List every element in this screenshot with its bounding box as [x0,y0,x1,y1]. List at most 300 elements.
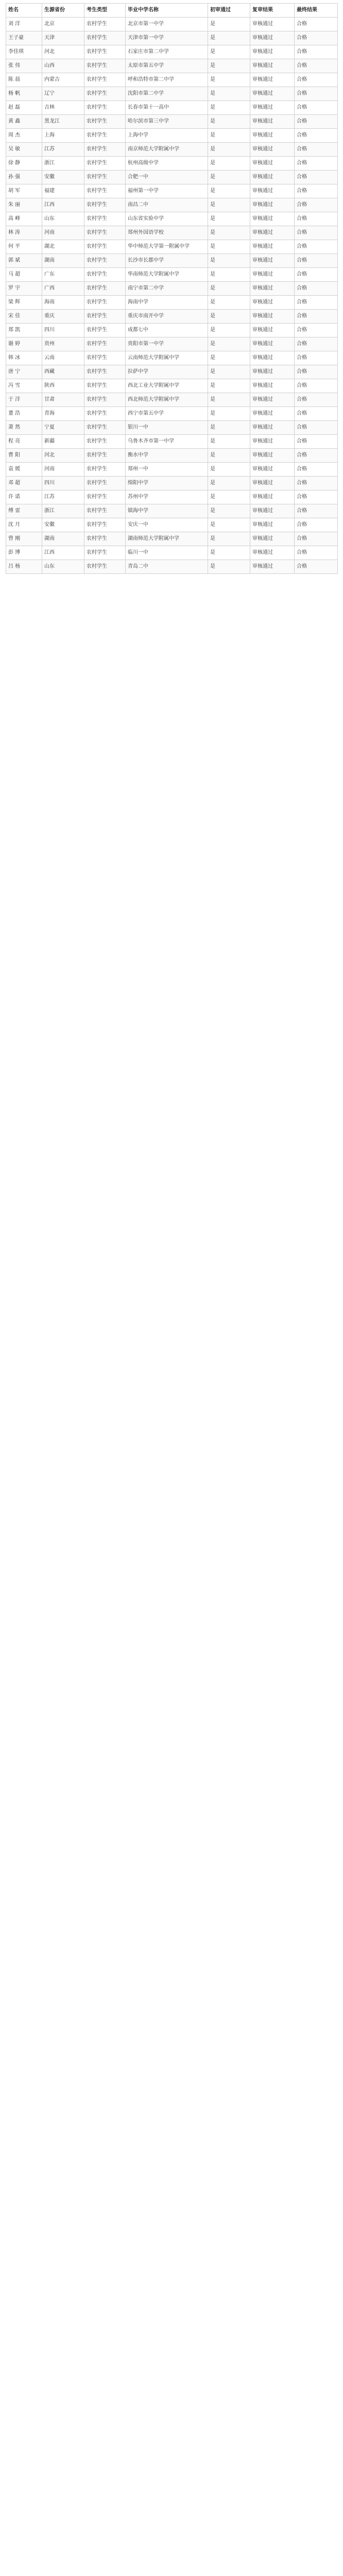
table-row [6,477,338,490]
type-cell: 农村学生 [84,407,126,421]
first-review-cell: 是 [208,532,250,546]
name-cell: 郑 凯 [6,324,42,337]
header-row [6,4,338,18]
name-cell: 孙 强 [6,171,42,184]
province-cell: 内蒙古 [42,73,84,87]
second-review-cell: 审核通过 [250,254,295,268]
second-review-cell: 审核通过 [250,351,295,365]
province-cell: 安徽 [42,518,84,532]
name-cell: 沈 月 [6,518,42,532]
table-row [6,157,338,171]
final-result-cell: 合格 [295,226,338,240]
type-cell: 农村学生 [84,477,126,490]
second-review-cell: 审核通过 [250,101,295,115]
second-review-cell: 审核通过 [250,18,295,31]
name-cell: 宋 佳 [6,310,42,324]
first-review-cell: 是 [208,184,250,198]
school-cell: 石家庄市第二中学 [126,45,208,59]
name-cell: 谢 婷 [6,337,42,351]
first-review-cell: 是 [208,18,250,31]
final-result-cell: 合格 [295,393,338,407]
school-cell: 青岛二中 [126,560,208,574]
first-review-cell: 是 [208,407,250,421]
school-cell: 拉萨中学 [126,365,208,379]
second-review-cell: 审核通过 [250,310,295,324]
final-result-cell: 合格 [295,324,338,337]
school-cell: 西北师范大学附属中学 [126,393,208,407]
table-row [6,226,338,240]
name-cell: 程 亮 [6,435,42,449]
school-cell: 绵阳中学 [126,477,208,490]
school-cell: 华南师范大学附属中学 [126,268,208,282]
final-result-cell: 合格 [295,45,338,59]
name-cell: 李佳琪 [6,45,42,59]
first-review-cell: 是 [208,490,250,504]
first-review-cell: 是 [208,212,250,226]
second-review-cell: 审核通过 [250,226,295,240]
type-cell: 农村学生 [84,560,126,574]
school-cell: 哈尔滨市第三中学 [126,115,208,129]
second-review-cell: 审核通过 [250,324,295,337]
type-cell: 农村学生 [84,157,126,171]
type-cell: 农村学生 [84,73,126,87]
second-review-cell: 审核通过 [250,435,295,449]
province-cell: 宁夏 [42,421,84,435]
second-review-cell: 审核通过 [250,504,295,518]
first-review-cell: 是 [208,59,250,73]
province-cell: 广西 [42,282,84,296]
school-cell: 太原市第五中学 [126,59,208,73]
name-cell: 高 峰 [6,212,42,226]
second-review-cell: 审核通过 [250,518,295,532]
second-review-cell: 审核通过 [250,45,295,59]
table-row [6,490,338,504]
first-review-cell: 是 [208,226,250,240]
province-cell: 陕西 [42,379,84,393]
name-cell: 杨 帆 [6,87,42,101]
first-review-cell: 是 [208,504,250,518]
first-review-cell: 是 [208,477,250,490]
header-province: 生源省份 [42,4,84,18]
school-cell: 长沙市长郡中学 [126,254,208,268]
first-review-cell: 是 [208,171,250,184]
province-cell: 贵州 [42,337,84,351]
table-body [6,18,338,574]
final-result-cell: 合格 [295,254,338,268]
school-cell: 山东省实验中学 [126,212,208,226]
header-school: 毕业中学名称 [126,4,208,18]
name-cell: 许 诺 [6,490,42,504]
first-review-cell: 是 [208,268,250,282]
final-result-cell: 合格 [295,184,338,198]
final-result-cell: 合格 [295,310,338,324]
first-review-cell: 是 [208,546,250,560]
second-review-cell: 审核通过 [250,560,295,574]
province-cell: 西藏 [42,365,84,379]
table-header [6,4,338,18]
final-result-cell: 合格 [295,546,338,560]
second-review-cell: 审核通过 [250,393,295,407]
school-cell: 海南中学 [126,296,208,310]
type-cell: 农村学生 [84,59,126,73]
name-cell: 罗 宇 [6,282,42,296]
school-cell: 南昌二中 [126,198,208,212]
type-cell: 农村学生 [84,171,126,184]
final-result-cell: 合格 [295,449,338,463]
province-cell: 上海 [42,129,84,143]
table-row [6,393,338,407]
first-review-cell: 是 [208,463,250,477]
second-review-cell: 审核通过 [250,379,295,393]
province-cell: 河北 [42,45,84,59]
type-cell: 农村学生 [84,490,126,504]
name-cell: 曹 阳 [6,449,42,463]
second-review-cell: 审核通过 [250,157,295,171]
school-cell: 上海中学 [126,129,208,143]
table-row [6,421,338,435]
name-cell: 林 涛 [6,226,42,240]
name-cell: 董 浩 [6,407,42,421]
type-cell: 农村学生 [84,87,126,101]
name-cell: 陈 晨 [6,73,42,87]
table-row [6,31,338,45]
first-review-cell: 是 [208,560,250,574]
school-cell: 南宁市第二中学 [126,282,208,296]
second-review-cell: 审核通过 [250,337,295,351]
second-review-cell: 审核通过 [250,282,295,296]
second-review-cell: 审核通过 [250,184,295,198]
first-review-cell: 是 [208,282,250,296]
first-review-cell: 是 [208,101,250,115]
final-result-cell: 合格 [295,31,338,45]
province-cell: 安徽 [42,171,84,184]
name-cell: 何 平 [6,240,42,254]
header-second-review: 复审结果 [250,4,295,18]
final-result-cell: 合格 [295,157,338,171]
first-review-cell: 是 [208,351,250,365]
final-result-cell: 合格 [295,171,338,184]
second-review-cell: 审核通过 [250,546,295,560]
first-review-cell: 是 [208,143,250,157]
province-cell: 浙江 [42,504,84,518]
province-cell: 广东 [42,268,84,282]
type-cell: 农村学生 [84,310,126,324]
type-cell: 农村学生 [84,143,126,157]
school-cell: 天津市第一中学 [126,31,208,45]
table-row [6,115,338,129]
table-row [6,546,338,560]
second-review-cell: 审核通过 [250,421,295,435]
type-cell: 农村学生 [84,365,126,379]
name-cell: 曾 刚 [6,532,42,546]
school-cell: 华中师范大学第一附属中学 [126,240,208,254]
type-cell: 农村学生 [84,254,126,268]
school-cell: 重庆市南开中学 [126,310,208,324]
school-cell: 云南师范大学附属中学 [126,351,208,365]
type-cell: 农村学生 [84,129,126,143]
final-result-cell: 合格 [295,518,338,532]
province-cell: 四川 [42,324,84,337]
province-cell: 江苏 [42,143,84,157]
first-review-cell: 是 [208,254,250,268]
table-row [6,351,338,365]
second-review-cell: 审核通过 [250,87,295,101]
final-result-cell: 合格 [295,101,338,115]
table-row [6,45,338,59]
type-cell: 农村学生 [84,463,126,477]
province-cell: 北京 [42,18,84,31]
first-review-cell: 是 [208,296,250,310]
table-row [6,324,338,337]
type-cell: 农村学生 [84,351,126,365]
name-cell: 吕 杨 [6,560,42,574]
name-cell: 王子豪 [6,31,42,45]
second-review-cell: 审核通过 [250,449,295,463]
table-row [6,532,338,546]
final-result-cell: 合格 [295,532,338,546]
province-cell: 河南 [42,463,84,477]
name-cell: 刘 洋 [6,18,42,31]
type-cell: 农村学生 [84,45,126,59]
first-review-cell: 是 [208,435,250,449]
final-result-cell: 合格 [295,504,338,518]
table-row [6,73,338,87]
province-cell: 新疆 [42,435,84,449]
final-result-cell: 合格 [295,115,338,129]
first-review-cell: 是 [208,449,250,463]
name-cell: 周 杰 [6,129,42,143]
second-review-cell: 审核通过 [250,407,295,421]
table-row [6,504,338,518]
final-result-cell: 合格 [295,379,338,393]
school-cell: 成都七中 [126,324,208,337]
type-cell: 农村学生 [84,296,126,310]
school-cell: 银川一中 [126,421,208,435]
table-row [6,59,338,73]
name-cell: 黄 鑫 [6,115,42,129]
final-result-cell: 合格 [295,240,338,254]
type-cell: 农村学生 [84,115,126,129]
school-cell: 镇海中学 [126,504,208,518]
final-result-cell: 合格 [295,73,338,87]
final-result-cell: 合格 [295,560,338,574]
type-cell: 农村学生 [84,240,126,254]
second-review-cell: 审核通过 [250,365,295,379]
final-result-cell: 合格 [295,337,338,351]
name-cell: 傅 雷 [6,504,42,518]
name-cell: 韩 冰 [6,351,42,365]
table-row [6,240,338,254]
final-result-cell: 合格 [295,421,338,435]
name-cell: 胡 军 [6,184,42,198]
type-cell: 农村学生 [84,449,126,463]
school-cell: 临川一中 [126,546,208,560]
first-review-cell: 是 [208,129,250,143]
type-cell: 农村学生 [84,282,126,296]
final-result-cell: 合格 [295,435,338,449]
final-result-cell: 合格 [295,143,338,157]
table-row [6,87,338,101]
type-cell: 农村学生 [84,379,126,393]
province-cell: 浙江 [42,157,84,171]
school-cell: 乌鲁木齐市第一中学 [126,435,208,449]
type-cell: 农村学生 [84,18,126,31]
school-cell: 湖南师范大学附属中学 [126,532,208,546]
school-cell: 苏州中学 [126,490,208,504]
type-cell: 农村学生 [84,184,126,198]
first-review-cell: 是 [208,87,250,101]
name-cell: 徐 静 [6,157,42,171]
type-cell: 农村学生 [84,324,126,337]
type-cell: 农村学生 [84,393,126,407]
name-cell: 萧 然 [6,421,42,435]
province-cell: 福建 [42,184,84,198]
final-result-cell: 合格 [295,463,338,477]
first-review-cell: 是 [208,310,250,324]
name-cell: 赵 磊 [6,101,42,115]
name-cell: 袁 媛 [6,463,42,477]
first-review-cell: 是 [208,240,250,254]
province-cell: 天津 [42,31,84,45]
school-cell: 呼和浩特市第二中学 [126,73,208,87]
name-cell: 梁 辉 [6,296,42,310]
second-review-cell: 审核通过 [250,31,295,45]
final-result-cell: 合格 [295,59,338,73]
name-cell: 冯 雪 [6,379,42,393]
final-result-cell: 合格 [295,268,338,282]
school-cell: 西北工业大学附属中学 [126,379,208,393]
header-name: 姓名 [6,4,42,18]
table-row [6,282,338,296]
province-cell: 江苏 [42,490,84,504]
province-cell: 湖北 [42,240,84,254]
school-cell: 南京师范大学附属中学 [126,143,208,157]
final-result-cell: 合格 [295,296,338,310]
school-cell: 北京市第一中学 [126,18,208,31]
final-result-cell: 合格 [295,212,338,226]
school-cell: 长春市第十一高中 [126,101,208,115]
name-cell: 吴 敏 [6,143,42,157]
province-cell: 江西 [42,198,84,212]
final-result-cell: 合格 [295,490,338,504]
table-row [6,129,338,143]
province-cell: 湖南 [42,532,84,546]
school-cell: 衡水中学 [126,449,208,463]
school-cell: 西宁市第五中学 [126,407,208,421]
type-cell: 农村学生 [84,198,126,212]
type-cell: 农村学生 [84,101,126,115]
table-row [6,268,338,282]
province-cell: 山东 [42,212,84,226]
header-type: 考生类型 [84,4,126,18]
second-review-cell: 审核通过 [250,477,295,490]
table-row [6,212,338,226]
final-result-cell: 合格 [295,282,338,296]
province-cell: 湖南 [42,254,84,268]
table-row [6,18,338,31]
second-review-cell: 审核通过 [250,143,295,157]
name-cell: 唐 宁 [6,365,42,379]
province-cell: 辽宁 [42,87,84,101]
name-cell: 彭 博 [6,546,42,560]
type-cell: 农村学生 [84,268,126,282]
school-cell: 杭州高级中学 [126,157,208,171]
province-cell: 河南 [42,226,84,240]
first-review-cell: 是 [208,45,250,59]
type-cell: 农村学生 [84,337,126,351]
table-row [6,365,338,379]
table-row [6,254,338,268]
school-cell: 沈阳市第二中学 [126,87,208,101]
roster-table [6,3,338,574]
school-cell: 福州第一中学 [126,184,208,198]
table-row [6,296,338,310]
second-review-cell: 审核通过 [250,115,295,129]
table-row [6,463,338,477]
type-cell: 农村学生 [84,504,126,518]
table-row [6,449,338,463]
first-review-cell: 是 [208,518,250,532]
second-review-cell: 审核通过 [250,73,295,87]
school-cell: 安庆一中 [126,518,208,532]
first-review-cell: 是 [208,365,250,379]
second-review-cell: 审核通过 [250,296,295,310]
province-cell: 江西 [42,546,84,560]
table-row [6,184,338,198]
name-cell: 邓 超 [6,477,42,490]
province-cell: 山东 [42,560,84,574]
province-cell: 甘肃 [42,393,84,407]
school-cell: 郑州一中 [126,463,208,477]
second-review-cell: 审核通过 [250,59,295,73]
second-review-cell: 审核通过 [250,212,295,226]
first-review-cell: 是 [208,421,250,435]
final-result-cell: 合格 [295,198,338,212]
first-review-cell: 是 [208,337,250,351]
final-result-cell: 合格 [295,129,338,143]
first-review-cell: 是 [208,157,250,171]
type-cell: 农村学生 [84,435,126,449]
province-cell: 吉林 [42,101,84,115]
second-review-cell: 审核通过 [250,198,295,212]
type-cell: 农村学生 [84,532,126,546]
header-final-result: 最终结果 [295,4,338,18]
table-row [6,198,338,212]
second-review-cell: 审核通过 [250,490,295,504]
name-cell: 郭 斌 [6,254,42,268]
second-review-cell: 审核通过 [250,129,295,143]
table-row [6,560,338,574]
final-result-cell: 合格 [295,87,338,101]
province-cell: 云南 [42,351,84,365]
second-review-cell: 审核通过 [250,463,295,477]
type-cell: 农村学生 [84,226,126,240]
name-cell: 朱 丽 [6,198,42,212]
second-review-cell: 审核通过 [250,268,295,282]
table-row [6,337,338,351]
school-cell: 贵阳市第一中学 [126,337,208,351]
final-result-cell: 合格 [295,407,338,421]
type-cell: 农村学生 [84,546,126,560]
type-cell: 农村学生 [84,31,126,45]
final-result-cell: 合格 [295,365,338,379]
table-row [6,379,338,393]
first-review-cell: 是 [208,324,250,337]
province-cell: 四川 [42,477,84,490]
table-row [6,101,338,115]
table-row [6,171,338,184]
table-row [6,143,338,157]
